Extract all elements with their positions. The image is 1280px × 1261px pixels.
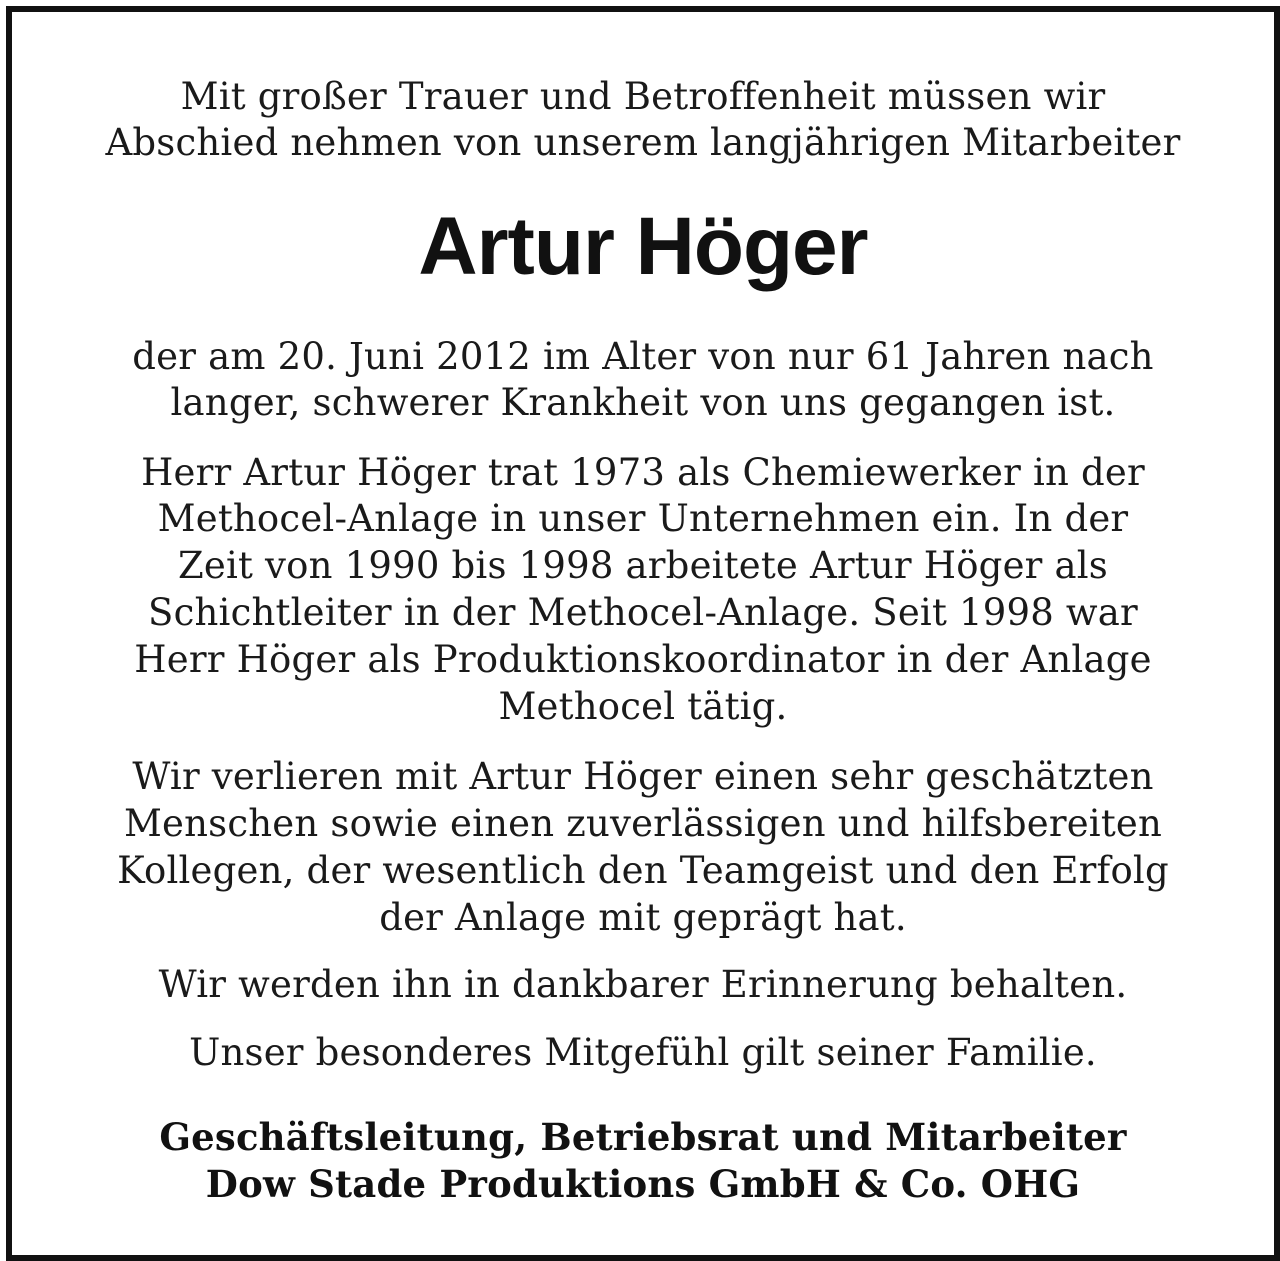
paragraph3-line-2: Menschen sowie einen zuverlässigen und hilfsbereiten — [123, 802, 1163, 845]
paragraph5: Unser besonderes Mitgefühl gilt seiner Familie. — [189, 1031, 1097, 1074]
paragraph3-line-4: der Anlage mit geprägt hat. — [379, 896, 907, 939]
paragraph4: Wir werden ihn in dankbarer Erinnerung behalten. — [158, 963, 1128, 1006]
paragraph2-line-3: Zeit von 1990 bis 1998 arbeitete Artur Höger als — [177, 544, 1108, 587]
paragraph3-line-1: Wir verlieren mit Artur Höger einen sehr geschätzten — [132, 755, 1154, 798]
intro-line-2: Abschied nehmen von unserem langjährigen Mitarbeiter — [105, 121, 1181, 164]
obituary-frame — [6, 6, 1280, 1261]
signature-line-2: Dow Stade Produktions GmbH & Co. OHG — [205, 1162, 1081, 1206]
paragraph2-line-1: Herr Artur Höger trat 1973 als Chemiewerker in der — [141, 451, 1145, 494]
obituary-content — [12, 12, 1274, 1255]
paragraph1-line-2: langer, schwerer Krankheit von uns gegangen ist. — [170, 381, 1116, 424]
paragraph2-line-6: Methocel tätig. — [498, 685, 788, 728]
intro-line-1: Mit großer Trauer und Betroffenheit müssen wir — [180, 75, 1106, 118]
paragraph1-line-1: der am 20. Juni 2012 im Alter von nur 61 Jahren nach — [132, 335, 1154, 378]
paragraph2-line-4: Schichtleiter in der Methocel-Anlage. Seit 1998 war — [148, 591, 1138, 634]
paragraph2-line-2: Methocel-Anlage in unser Unternehmen ein. In der — [157, 497, 1129, 540]
paragraph3-line-3: Kollegen, der wesentlich den Teamgeist und den Erfolg — [117, 849, 1169, 892]
deceased-name: Artur Höger — [418, 201, 868, 292]
paragraph2-line-5: Herr Höger als Produktionskoordinator in der Anlage — [134, 638, 1152, 681]
signature-line-1: Geschäftsleitung, Betriebsrat und Mitarbeiter — [159, 1115, 1127, 1159]
